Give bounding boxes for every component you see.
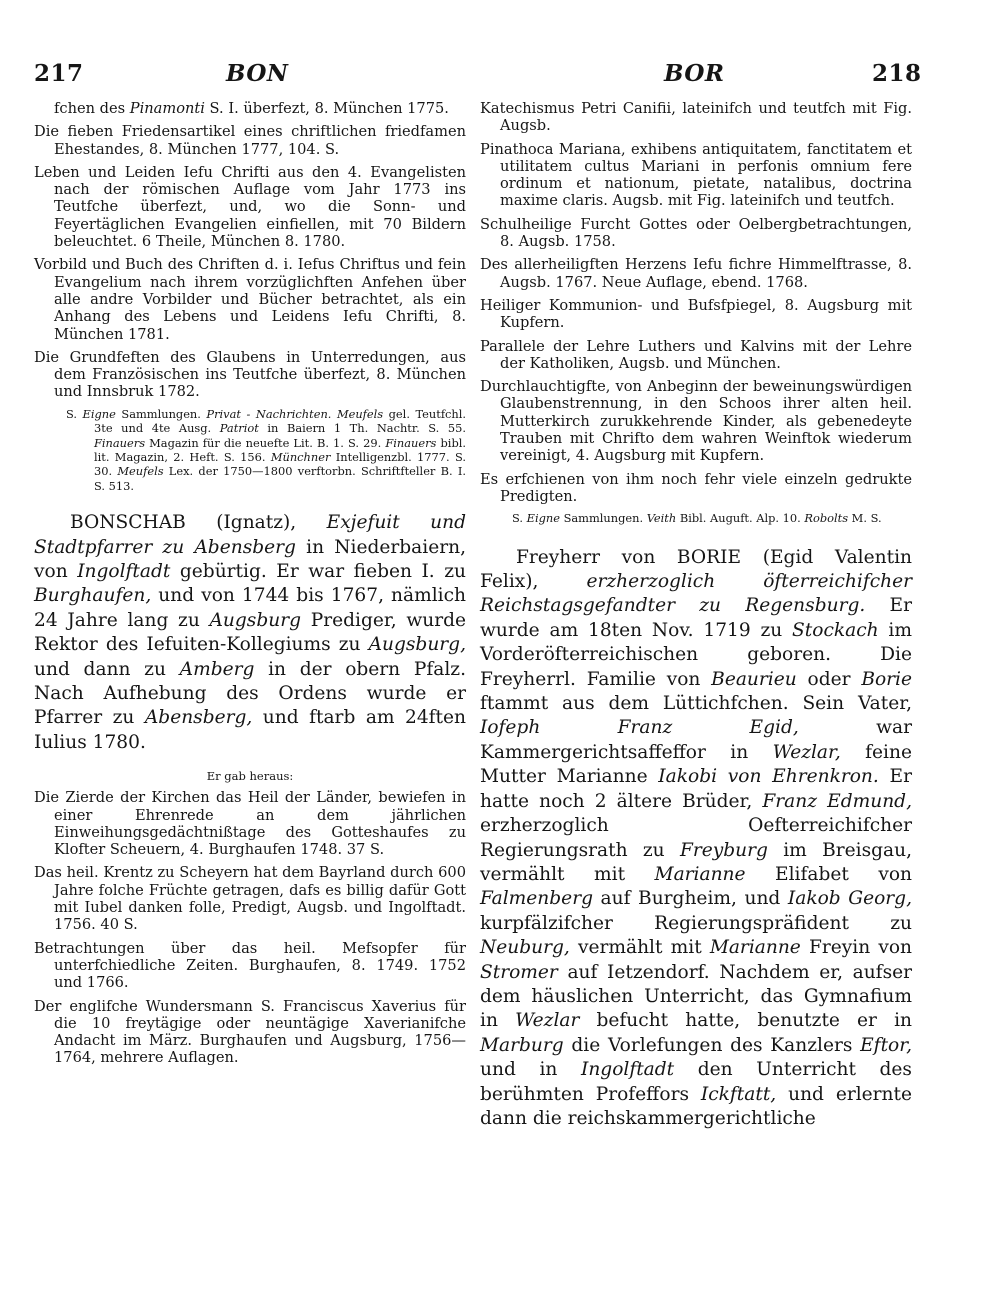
left-column — [34, 100, 466, 1073]
entry-heil-krentz: Das heil. Krentz zu Scheyern hat dem Bayrland durch 600 Jahre folche Früchte getragen, dafs es billig dafür Gott mit Iubel danken folle, Predigt, Augsb. und Ingolftadt. 1756. 40 S. — [34, 864, 466, 934]
entry-betrachtungen: Betrachtungen über das heil. Mefsopfer für unterfchiedliche Zeiten. Burghaufen, 8. 1749. 1752 und 1766. — [34, 939, 466, 992]
entry-wundersmann: Der englifche Wundersmann S. Franciscus Xaverius für die 10 freytägige oder neuntägige Xaverianifche Andacht im März. Burghaufen und Augsburg, 1756—1764, mehrere Auflagen. — [34, 997, 466, 1067]
entry-vorbild: Vorbild und Buch des Chriften d. i. Iefus Chriftus und fein Evangelium nach ihrem vorzüglichften Anfehen über alle andre Vorbilder und Bücher betrachtet, als ein Anhang des Lebens und Leidens Iefu Chrifti, 8. München 1781. — [34, 256, 466, 343]
entry-schulheilige-furcht: Schulheilige Furcht Gottes oder Oelbergbetrachtungen, 8. Augsb. 1758. — [480, 215, 912, 251]
right-running-head: BOR — [664, 60, 725, 87]
entry-zierde-der-kirchen: Die Zierde der Kirchen das Heil der Länder, bewiefen in einer Ehrenrede an dem jährlichen Einweihungsgedächtnißtage des Gotteshaufes zu Klofter Scheuern, 4. Burghaufen 1748. 37 S. — [34, 789, 466, 859]
entry-pinamonti: fchen des Pinamonti S. I. überfezt, 8. München 1775. — [54, 100, 449, 117]
article-bonschab: BONSCHAB (Ignatz), Exjefuit und Stadtpfarrer zu Abensberg in Niederbaiern, von Ingolftadt gebürtig. Er war fieben I. zu Burghaufen, und von 1744 bis 1767, nämlich 24 Jahre lang zu Augsburg Prediger, wurde Rektor des Iefuiten-Kollegiums zu Augsburg, und dann zu Amberg in der obern Pfalz. Nach Aufhebung des Ordens wurde er Pfarrer zu Abensberg, und ftarb am 24ften Iulius 1780. — [34, 512, 467, 753]
er-gab-heraus-subheading: Er gab heraus: — [206, 769, 294, 784]
right-column — [480, 100, 912, 1135]
sources-note-right: S. Eigne Sammlungen. Veith Bibl. Auguft. Alp. 10. Robolts M. S. — [512, 511, 882, 526]
entry-durchlauchtigste: Durchlauchtigfte, von Anbeginn der beweinungswürdigen Glaubenstrennung, in den Schoos ihrer alten heil. Mutterkirch zurukkehrende Kinder, als gebenedeyte Trauben mit Chrifto dem wahren Weinftok wiederum vereinigt, 4. Augsburg mit Kupfern. — [480, 378, 912, 465]
left-running-head: BON — [226, 60, 289, 87]
right-page-number: 218 — [872, 60, 922, 87]
entry-himmelstrasse: Des allerheiligften Herzens Iefu fichre Himmelftrasse, 8. Augsb. 1767. Neue Auflage, ebend. 1768. — [480, 256, 912, 291]
sources-note: S. Eigne Sammlungen. Privat - Nachrichten. Meufels gel. Teutfchl. 3te und 4te Ausg. Patriot in Baiern 1 Th. Nachtr. S. 55. Finauers Magazin für die neuefte Lit. B. 1. S. 29. Finauers bibl. lit. Magazin, 2. Heft. S. 156. Münchner Intelligenzbl. 1777. S. 30. Meufels Lex. der 1750—1800 verftorbn. Schriftfteller B. I. S. 513. — [66, 406, 467, 493]
entry-predigten: Es erfchienen von ihm noch fehr viele einzeln gedrukte Predigten. — [480, 470, 912, 505]
entry-bufsspiegel: Heiliger Kommunion- und Bufsfpiegel, 8. Augsburg mit Kupfern. — [480, 296, 912, 332]
entry-grundfeften: Die Grundfeften des Glaubens in Unterredungen, aus dem Französischen ins Teutfche überfezt, 8. München und Innsbruk 1782. — [34, 348, 466, 401]
left-page-number: 217 — [34, 60, 84, 87]
entry-leben-und-leiden: Leben und Leiden Iefu Chrifti aus den 4. Evangelisten nach der römischen Auflage vom Jahr 1773 ins Teutfche überfezt, und, wo die Sonn- und Feyertäglichen Evangelien einfiellen, mit 70 Bildern beleuchtet. 6 Theile, München 8. 1780. — [34, 163, 466, 251]
entry-friedensartikel: Die fieben Friedensartikel eines chriftlichen friedfamen Ehestandes, 8. München 1777, 104. S. — [34, 123, 466, 158]
entry-katechismus: Katechismus Petri Canifii, lateinifch und teutfch mit Fig. Augsb. — [480, 100, 912, 135]
entry-parallele: Parallele der Lehre Luthers und Kalvins mit der Lehre der Katholiken, Augsb. und München. — [480, 337, 912, 372]
article-borie: Freyherr von BORIE (Egid Valentin Felix), erzherzoglich öfterreichifcher Reichstagsgefandter zu Regensburg. Er wurde am 18ten Nov. 1719 zu Stockach im Vorderöfterreichischen geboren. Die Freyherrl. Familie von Beaurieu oder Borie ftammt aus dem Lüttichfchen. Sein Vater, Iofeph Franz Egid, war Kammergerichtsaffeffor in Wezlar, feine Mutter Marianne Iakobi von Ehrenkron. Er hatte noch 2 ältere Brüder, Franz Edmund, erzherzoglich Oefterreichifcher Regierungsrath zu Freyburg im Breisgau, vermählt mit Marianne Elifabet von Falmenberg auf Burgheim, und Iakob Georg, kurpfälzifcher Regierungspräfident zu Neuburg, vermählt mit Marianne Freyin von Stromer auf Ietzendorf. Nachdem er, aufser dem häuslichen Unterricht, das Gymnafium in Wezlar befucht hatte, benutzte er in Marburg die Vorlefungen des Kanzlers Eftor, und in Ingolftadt den Unterricht des berühmten Profeffors Ickftatt, und erlernte dann die reichskammergerichtliche — [480, 546, 913, 1129]
entry-pinathoca: Pinathoca Mariana, exhibens antiquitatem, fanctitatem et utilitatem cultus Mariani in perfonis omnium fere ordinum et nationum, pietate, natalibus, doctrina maxime claris. Augsb. mit Fig. lateinifch und teutfch. — [480, 140, 912, 210]
